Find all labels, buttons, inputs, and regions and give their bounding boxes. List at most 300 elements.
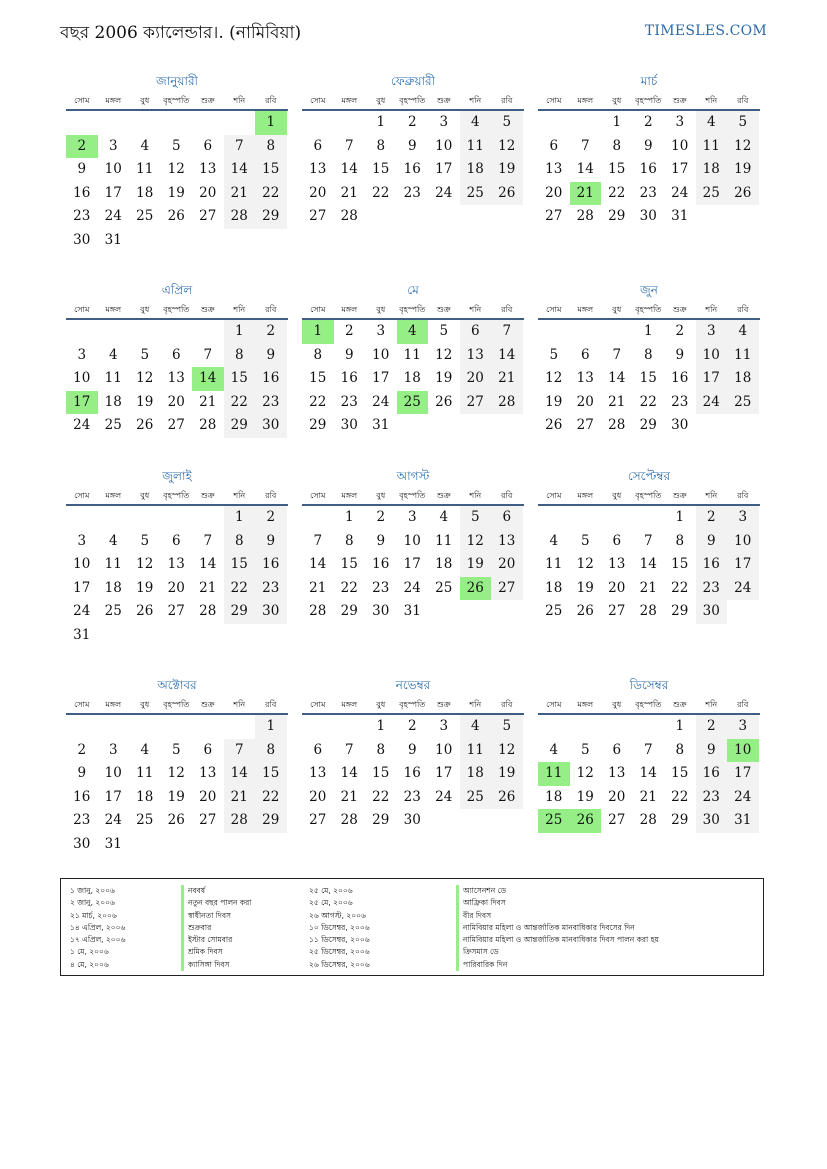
day-cell[interactable]: 8 — [675, 532, 685, 549]
day-cell[interactable]: 10 — [435, 137, 453, 154]
day-cell[interactable]: 26 — [727, 182, 759, 206]
day-cell[interactable]: 19 — [491, 762, 523, 786]
day-cell[interactable]: 20 — [199, 788, 217, 805]
day-cell[interactable]: 14 — [608, 370, 626, 387]
day-cell[interactable]: 6 — [203, 741, 213, 758]
day-cell[interactable]: 3 — [407, 509, 417, 525]
day-cell[interactable]: 17 — [727, 762, 759, 786]
day-cell[interactable]: 12 — [167, 161, 185, 178]
day-cell[interactable]: 13 — [491, 530, 523, 554]
day-cell[interactable]: 19 — [576, 579, 594, 596]
day-cell[interactable]: 13 — [545, 161, 563, 178]
day-cell[interactable]: 18 — [136, 184, 154, 201]
day-cell[interactable]: 15 — [671, 765, 689, 782]
day-cell[interactable]: 16 — [696, 553, 728, 577]
day-cell[interactable]: 9 — [675, 346, 685, 363]
day-cell[interactable]: 4 — [727, 320, 759, 344]
day-cell[interactable]: 21 — [491, 367, 523, 391]
day-cell[interactable]: 7 — [344, 137, 354, 154]
day-cell[interactable]: 4 — [108, 532, 118, 549]
day-cell[interactable]: 26 — [167, 208, 185, 225]
day-cell[interactable]: 15 — [224, 553, 256, 577]
day-cell[interactable]: 7 — [643, 741, 653, 758]
day-cell[interactable]: 31 — [727, 809, 759, 833]
day-cell[interactable]: 28 — [491, 391, 523, 415]
day-cell[interactable]: 25 — [460, 786, 492, 810]
day-cell[interactable]: 8 — [376, 137, 386, 154]
day-cell[interactable]: 18 — [545, 788, 563, 805]
day-cell[interactable]: 16 — [403, 765, 421, 782]
day-cell[interactable]: 18 — [460, 762, 492, 786]
day-cell[interactable]: 30 — [696, 600, 728, 624]
day-cell[interactable]: 22 — [255, 786, 287, 810]
day-cell[interactable]: 13 — [199, 161, 217, 178]
day-cell[interactable]: 5 — [140, 346, 150, 363]
holiday-day-cell[interactable]: 17 — [66, 391, 98, 415]
day-cell[interactable]: 18 — [727, 367, 759, 391]
day-cell[interactable]: 6 — [612, 532, 622, 549]
day-cell[interactable]: 24 — [696, 391, 728, 415]
day-cell[interactable]: 24 — [727, 786, 759, 810]
day-cell[interactable]: 1 — [675, 509, 685, 525]
day-cell[interactable]: 23 — [639, 184, 657, 201]
day-cell[interactable]: 28 — [199, 417, 217, 434]
day-cell[interactable]: 10 — [435, 741, 453, 758]
day-cell[interactable]: 13 — [199, 765, 217, 782]
day-cell[interactable]: 26 — [435, 393, 453, 410]
day-cell[interactable]: 29 — [340, 603, 358, 620]
day-cell[interactable]: 27 — [576, 417, 594, 434]
holiday-day-cell[interactable]: 21 — [570, 182, 602, 206]
day-cell[interactable]: 15 — [372, 765, 390, 782]
day-cell[interactable]: 28 — [639, 603, 657, 620]
day-cell[interactable]: 7 — [224, 739, 256, 763]
day-cell[interactable]: 29 — [671, 812, 689, 829]
holiday-day-cell[interactable]: 26 — [570, 809, 602, 833]
day-cell[interactable]: 23 — [696, 577, 728, 601]
day-cell[interactable]: 12 — [545, 370, 563, 387]
day-cell[interactable]: 8 — [255, 135, 287, 159]
day-cell[interactable]: 5 — [171, 137, 181, 154]
day-cell[interactable]: 14 — [340, 765, 358, 782]
day-cell[interactable]: 23 — [73, 812, 91, 829]
day-cell[interactable]: 14 — [639, 765, 657, 782]
day-cell[interactable]: 16 — [255, 553, 287, 577]
day-cell[interactable]: 24 — [671, 184, 689, 201]
day-cell[interactable]: 8 — [313, 346, 323, 363]
day-cell[interactable]: 24 — [372, 393, 390, 410]
day-cell[interactable]: 27 — [199, 208, 217, 225]
day-cell[interactable]: 14 — [639, 556, 657, 573]
holiday-day-cell[interactable]: 1 — [255, 111, 287, 135]
day-cell[interactable]: 10 — [372, 346, 390, 363]
day-cell[interactable]: 21 — [199, 579, 217, 596]
day-cell[interactable]: 3 — [675, 114, 685, 130]
day-cell[interactable]: 13 — [309, 161, 327, 178]
day-cell[interactable]: 14 — [199, 556, 217, 573]
holiday-day-cell[interactable]: 11 — [538, 762, 570, 786]
day-cell[interactable]: 14 — [224, 158, 256, 182]
day-cell[interactable]: 22 — [608, 184, 626, 201]
day-cell[interactable]: 2 — [407, 718, 417, 734]
day-cell[interactable]: 10 — [403, 532, 421, 549]
day-cell[interactable]: 7 — [344, 741, 354, 758]
day-cell[interactable]: 11 — [136, 765, 154, 782]
day-cell[interactable]: 2 — [675, 323, 685, 339]
day-cell[interactable]: 1 — [255, 715, 287, 739]
day-cell[interactable]: 25 — [104, 417, 122, 434]
day-cell[interactable]: 11 — [136, 161, 154, 178]
day-cell[interactable]: 29 — [639, 417, 657, 434]
day-cell[interactable]: 4 — [140, 741, 150, 758]
day-cell[interactable]: 15 — [255, 762, 287, 786]
day-cell[interactable]: 30 — [696, 809, 728, 833]
day-cell[interactable]: 6 — [491, 506, 523, 530]
day-cell[interactable]: 3 — [727, 506, 759, 530]
day-cell[interactable]: 4 — [439, 509, 449, 525]
day-cell[interactable]: 16 — [696, 762, 728, 786]
day-cell[interactable]: 27 — [309, 812, 327, 829]
day-cell[interactable]: 20 — [309, 788, 327, 805]
day-cell[interactable]: 25 — [136, 812, 154, 829]
day-cell[interactable]: 8 — [675, 741, 685, 758]
day-cell[interactable]: 19 — [491, 158, 523, 182]
day-cell[interactable]: 6 — [313, 137, 323, 154]
day-cell[interactable]: 28 — [639, 812, 657, 829]
day-cell[interactable]: 9 — [376, 532, 386, 549]
day-cell[interactable]: 23 — [403, 788, 421, 805]
day-cell[interactable]: 13 — [167, 556, 185, 573]
day-cell[interactable]: 23 — [73, 208, 91, 225]
day-cell[interactable]: 23 — [255, 577, 287, 601]
day-cell[interactable]: 22 — [255, 182, 287, 206]
day-cell[interactable]: 17 — [104, 788, 122, 805]
day-cell[interactable]: 9 — [643, 137, 653, 154]
day-cell[interactable]: 5 — [491, 111, 523, 135]
day-cell[interactable]: 30 — [403, 812, 421, 829]
day-cell[interactable]: 27 — [491, 577, 523, 601]
day-cell[interactable]: 22 — [372, 184, 390, 201]
day-cell[interactable]: 24 — [104, 812, 122, 829]
day-cell[interactable]: 26 — [167, 812, 185, 829]
day-cell[interactable]: 24 — [435, 184, 453, 201]
day-cell[interactable]: 29 — [255, 809, 287, 833]
day-cell[interactable]: 13 — [460, 344, 492, 368]
day-cell[interactable]: 1 — [224, 506, 256, 530]
day-cell[interactable]: 3 — [108, 741, 118, 758]
day-cell[interactable]: 20 — [608, 788, 626, 805]
day-cell[interactable]: 12 — [727, 135, 759, 159]
day-cell[interactable]: 10 — [727, 530, 759, 554]
day-cell[interactable]: 27 — [167, 417, 185, 434]
day-cell[interactable]: 16 — [73, 184, 91, 201]
day-cell[interactable]: 5 — [549, 346, 559, 363]
day-cell[interactable]: 17 — [671, 161, 689, 178]
day-cell[interactable]: 16 — [372, 556, 390, 573]
day-cell[interactable]: 26 — [136, 603, 154, 620]
day-cell[interactable]: 7 — [580, 137, 590, 154]
day-cell[interactable]: 29 — [671, 603, 689, 620]
day-cell[interactable]: 31 — [372, 417, 390, 434]
day-cell[interactable]: 23 — [696, 786, 728, 810]
day-cell[interactable]: 5 — [580, 741, 590, 758]
day-cell[interactable]: 17 — [435, 765, 453, 782]
day-cell[interactable]: 6 — [313, 741, 323, 758]
day-cell[interactable]: 23 — [372, 579, 390, 596]
day-cell[interactable]: 30 — [73, 835, 91, 852]
day-cell[interactable]: 11 — [435, 532, 453, 549]
day-cell[interactable]: 22 — [671, 579, 689, 596]
day-cell[interactable]: 8 — [643, 346, 653, 363]
day-cell[interactable]: 30 — [639, 208, 657, 225]
day-cell[interactable]: 19 — [167, 788, 185, 805]
day-cell[interactable]: 25 — [136, 208, 154, 225]
day-cell[interactable]: 10 — [104, 161, 122, 178]
day-cell[interactable]: 11 — [460, 739, 492, 763]
holiday-day-cell[interactable]: 1 — [302, 320, 334, 344]
day-cell[interactable]: 14 — [340, 161, 358, 178]
day-cell[interactable]: 19 — [545, 393, 563, 410]
day-cell[interactable]: 21 — [639, 579, 657, 596]
day-cell[interactable]: 30 — [340, 417, 358, 434]
day-cell[interactable]: 30 — [255, 414, 287, 438]
day-cell[interactable]: 14 — [309, 556, 327, 573]
day-cell[interactable]: 4 — [460, 715, 492, 739]
day-cell[interactable]: 7 — [643, 532, 653, 549]
day-cell[interactable]: 2 — [376, 509, 386, 525]
day-cell[interactable]: 27 — [460, 391, 492, 415]
day-cell[interactable]: 27 — [545, 208, 563, 225]
day-cell[interactable]: 6 — [171, 532, 181, 549]
day-cell[interactable]: 13 — [309, 765, 327, 782]
day-cell[interactable]: 20 — [576, 393, 594, 410]
day-cell[interactable]: 11 — [696, 135, 728, 159]
day-cell[interactable]: 20 — [491, 553, 523, 577]
day-cell[interactable]: 4 — [549, 532, 559, 549]
day-cell[interactable]: 5 — [460, 506, 492, 530]
day-cell[interactable]: 10 — [73, 370, 91, 387]
day-cell[interactable]: 11 — [403, 346, 421, 363]
day-cell[interactable]: 11 — [460, 135, 492, 159]
day-cell[interactable]: 12 — [460, 530, 492, 554]
day-cell[interactable]: 13 — [576, 370, 594, 387]
day-cell[interactable]: 7 — [612, 346, 622, 363]
day-cell[interactable]: 24 — [104, 208, 122, 225]
day-cell[interactable]: 5 — [580, 532, 590, 549]
day-cell[interactable]: 26 — [491, 786, 523, 810]
day-cell[interactable]: 7 — [313, 532, 323, 549]
day-cell[interactable]: 25 — [545, 603, 563, 620]
day-cell[interactable]: 3 — [77, 346, 87, 363]
holiday-day-cell[interactable]: 14 — [192, 367, 224, 391]
day-cell[interactable]: 18 — [136, 788, 154, 805]
day-cell[interactable]: 5 — [727, 111, 759, 135]
day-cell[interactable]: 18 — [460, 158, 492, 182]
day-cell[interactable]: 25 — [727, 391, 759, 415]
day-cell[interactable]: 14 — [576, 161, 594, 178]
day-cell[interactable]: 29 — [255, 205, 287, 229]
day-cell[interactable]: 8 — [376, 741, 386, 758]
day-cell[interactable]: 7 — [203, 346, 213, 363]
day-cell[interactable]: 9 — [255, 530, 287, 554]
day-cell[interactable]: 19 — [435, 370, 453, 387]
day-cell[interactable]: 26 — [576, 603, 594, 620]
day-cell[interactable]: 18 — [435, 556, 453, 573]
day-cell[interactable]: 11 — [545, 556, 563, 573]
day-cell[interactable]: 18 — [545, 579, 563, 596]
day-cell[interactable]: 26 — [545, 417, 563, 434]
day-cell[interactable]: 28 — [576, 208, 594, 225]
day-cell[interactable]: 2 — [643, 114, 653, 130]
day-cell[interactable]: 3 — [439, 114, 449, 130]
day-cell[interactable]: 15 — [372, 161, 390, 178]
day-cell[interactable]: 27 — [199, 812, 217, 829]
day-cell[interactable]: 4 — [460, 111, 492, 135]
day-cell[interactable]: 16 — [671, 370, 689, 387]
day-cell[interactable]: 19 — [136, 393, 154, 410]
day-cell[interactable]: 2 — [344, 323, 354, 339]
day-cell[interactable]: 6 — [460, 320, 492, 344]
day-cell[interactable]: 23 — [403, 184, 421, 201]
day-cell[interactable]: 31 — [73, 626, 91, 643]
day-cell[interactable]: 30 — [255, 600, 287, 624]
day-cell[interactable]: 2 — [696, 715, 728, 739]
day-cell[interactable]: 25 — [696, 182, 728, 206]
day-cell[interactable]: 22 — [224, 391, 256, 415]
day-cell[interactable]: 30 — [73, 231, 91, 248]
day-cell[interactable]: 14 — [224, 762, 256, 786]
day-cell[interactable]: 4 — [108, 346, 118, 363]
day-cell[interactable]: 2 — [255, 320, 287, 344]
day-cell[interactable]: 1 — [675, 718, 685, 734]
day-cell[interactable]: 10 — [671, 137, 689, 154]
day-cell[interactable]: 24 — [435, 788, 453, 805]
day-cell[interactable]: 1 — [344, 509, 354, 525]
day-cell[interactable]: 8 — [224, 344, 256, 368]
holiday-day-cell[interactable]: 4 — [397, 320, 429, 344]
day-cell[interactable]: 16 — [255, 367, 287, 391]
day-cell[interactable]: 31 — [403, 603, 421, 620]
day-cell[interactable]: 15 — [608, 161, 626, 178]
day-cell[interactable]: 20 — [608, 579, 626, 596]
day-cell[interactable]: 4 — [140, 137, 150, 154]
day-cell[interactable]: 3 — [77, 532, 87, 549]
day-cell[interactable]: 15 — [671, 556, 689, 573]
day-cell[interactable]: 21 — [224, 182, 256, 206]
day-cell[interactable]: 12 — [435, 346, 453, 363]
day-cell[interactable]: 15 — [224, 367, 256, 391]
day-cell[interactable]: 8 — [224, 530, 256, 554]
day-cell[interactable]: 14 — [491, 344, 523, 368]
day-cell[interactable]: 21 — [639, 788, 657, 805]
day-cell[interactable]: 26 — [136, 417, 154, 434]
day-cell[interactable]: 28 — [224, 809, 256, 833]
day-cell[interactable]: 1 — [612, 114, 622, 130]
day-cell[interactable]: 16 — [340, 370, 358, 387]
day-cell[interactable]: 23 — [255, 391, 287, 415]
day-cell[interactable]: 21 — [340, 788, 358, 805]
day-cell[interactable]: 12 — [491, 135, 523, 159]
day-cell[interactable]: 12 — [491, 739, 523, 763]
day-cell[interactable]: 5 — [491, 715, 523, 739]
day-cell[interactable]: 31 — [671, 208, 689, 225]
day-cell[interactable]: 21 — [224, 786, 256, 810]
day-cell[interactable]: 17 — [372, 370, 390, 387]
day-cell[interactable]: 6 — [203, 137, 213, 154]
day-cell[interactable]: 2 — [407, 114, 417, 130]
day-cell[interactable]: 7 — [491, 320, 523, 344]
day-cell[interactable]: 18 — [104, 393, 122, 410]
day-cell[interactable]: 9 — [407, 741, 417, 758]
day-cell[interactable]: 12 — [167, 765, 185, 782]
day-cell[interactable]: 9 — [77, 161, 87, 178]
day-cell[interactable]: 20 — [309, 184, 327, 201]
day-cell[interactable]: 8 — [255, 739, 287, 763]
day-cell[interactable]: 9 — [696, 739, 728, 763]
day-cell[interactable]: 22 — [639, 393, 657, 410]
day-cell[interactable]: 22 — [224, 577, 256, 601]
day-cell[interactable]: 4 — [696, 111, 728, 135]
day-cell[interactable]: 19 — [576, 788, 594, 805]
day-cell[interactable]: 19 — [727, 158, 759, 182]
day-cell[interactable]: 29 — [309, 417, 327, 434]
day-cell[interactable]: 10 — [104, 765, 122, 782]
day-cell[interactable]: 7 — [224, 135, 256, 159]
day-cell[interactable]: 20 — [199, 184, 217, 201]
day-cell[interactable]: 12 — [576, 765, 594, 782]
day-cell[interactable]: 15 — [639, 370, 657, 387]
day-cell[interactable]: 9 — [77, 765, 87, 782]
day-cell[interactable]: 12 — [136, 556, 154, 573]
day-cell[interactable]: 3 — [376, 323, 386, 339]
day-cell[interactable]: 22 — [309, 393, 327, 410]
day-cell[interactable]: 19 — [167, 184, 185, 201]
day-cell[interactable]: 18 — [104, 579, 122, 596]
day-cell[interactable]: 28 — [224, 205, 256, 229]
day-cell[interactable]: 3 — [108, 137, 118, 154]
day-cell[interactable]: 29 — [372, 812, 390, 829]
day-cell[interactable]: 26 — [491, 182, 523, 206]
day-cell[interactable]: 1 — [376, 114, 386, 130]
day-cell[interactable]: 18 — [696, 158, 728, 182]
day-cell[interactable]: 13 — [167, 370, 185, 387]
day-cell[interactable]: 23 — [671, 393, 689, 410]
day-cell[interactable]: 13 — [608, 556, 626, 573]
day-cell[interactable]: 9 — [407, 137, 417, 154]
day-cell[interactable]: 21 — [340, 184, 358, 201]
day-cell[interactable]: 17 — [727, 553, 759, 577]
day-cell[interactable]: 11 — [104, 370, 122, 387]
day-cell[interactable]: 22 — [340, 579, 358, 596]
day-cell[interactable]: 28 — [199, 603, 217, 620]
day-cell[interactable]: 17 — [73, 579, 91, 596]
day-cell[interactable]: 17 — [435, 161, 453, 178]
day-cell[interactable]: 27 — [608, 812, 626, 829]
day-cell[interactable]: 2 — [77, 741, 87, 758]
day-cell[interactable]: 11 — [727, 344, 759, 368]
day-cell[interactable]: 18 — [403, 370, 421, 387]
day-cell[interactable]: 3 — [439, 718, 449, 734]
day-cell[interactable]: 30 — [372, 603, 390, 620]
day-cell[interactable]: 23 — [340, 393, 358, 410]
day-cell[interactable]: 31 — [104, 231, 122, 248]
day-cell[interactable]: 17 — [696, 367, 728, 391]
day-cell[interactable]: 22 — [671, 788, 689, 805]
day-cell[interactable]: 13 — [608, 765, 626, 782]
day-cell[interactable]: 25 — [460, 182, 492, 206]
day-cell[interactable]: 9 — [696, 530, 728, 554]
day-cell[interactable]: 17 — [104, 184, 122, 201]
